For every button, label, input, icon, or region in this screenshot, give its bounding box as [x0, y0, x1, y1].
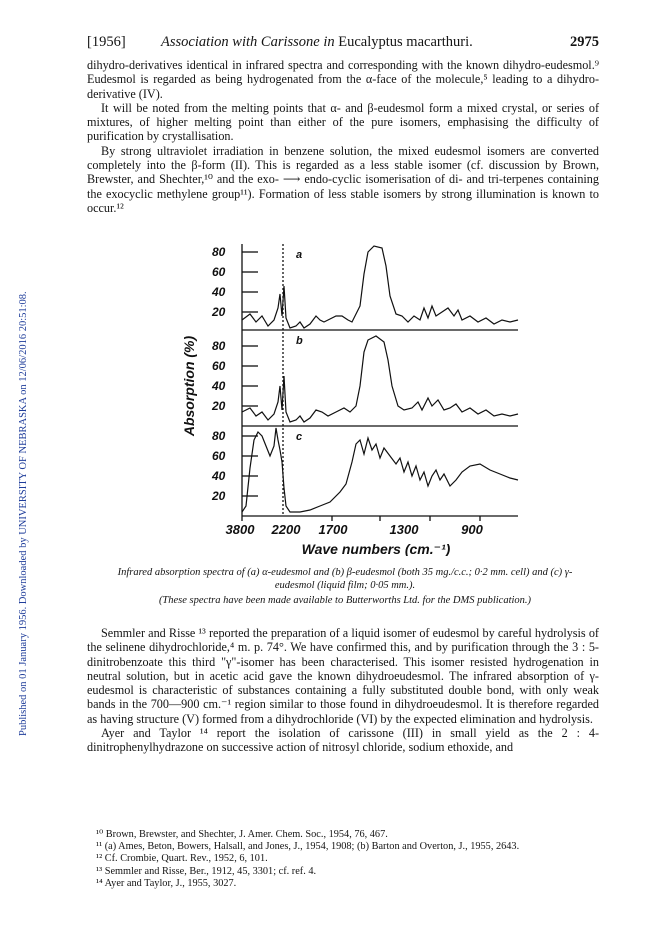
y-tick: 20 — [212, 305, 226, 319]
reference-item: ¹¹ (a) Ames, Beton, Bowers, Halsall, and Jones, J., 1954, 1908; (b) Barton and Overton, J., 1955, 2643. — [96, 841, 520, 853]
header-title-plain: Eucalyptus macarthuri. — [338, 34, 473, 50]
reference-item: ¹² Cf. Crombie, Quart. Rev., 1952, 6, 101. — [96, 853, 268, 865]
panel-label-b: b — [296, 335, 303, 347]
running-header — [87, 34, 599, 52]
y-tick: 40 — [212, 379, 226, 393]
page-number: 2975 — [570, 34, 599, 50]
reference-item: ¹⁴ Ayer and Taylor, J., 1955, 3027. — [96, 877, 237, 889]
download-notice — [6, 120, 29, 740]
y-tick: 80 — [212, 339, 226, 353]
paragraph: It will be noted from the melting points that α- and β-eudesmol form a mixed crystal, or series of mixtures, of higher melting point than either of the pure isomers, emphasising the difficulty of purification by crystallisation. — [87, 100, 599, 144]
paragraph: By strong ultraviolet irradiation in benzene solution, the mixed eudesmol isomers are converted completely into the β-form (II). This is regarded as a less stable isomer (cf. discussion by Brown, Brewster, and Shechter,¹⁰ and the exo- ⟶ endo-cyclic isomerisation of di- and tri-terpenes containing the exocyclic methylene group¹¹). Formation of less stable isomers by strong illumination is known to occur.¹² — [87, 143, 599, 215]
y-tick-labels — [211, 245, 226, 503]
panel-label-a: a — [296, 249, 303, 261]
ir-spectra-plot — [150, 236, 550, 556]
paragraph: Ayer and Taylor ¹⁴ report the isolation of carissone (III) in small yield as the 2 : 4-dinitrophenylhydrazone on successive action of nitrosyl chloride, sodium ethoxide, and — [87, 726, 599, 755]
y-tick: 80 — [212, 245, 226, 259]
y-tick: 20 — [212, 399, 226, 413]
y-tick: 40 — [212, 469, 226, 483]
panel-label-c: c — [296, 431, 303, 443]
x-axis-label: Wave numbers (cm.⁻¹) — [301, 541, 451, 556]
y-tick: 60 — [212, 265, 226, 279]
spectrum-a — [242, 246, 518, 328]
ir-spectra-figure — [150, 236, 550, 556]
footnote-references — [96, 829, 599, 890]
y-tick: 40 — [212, 285, 226, 299]
panel-labels — [296, 249, 303, 443]
x-tick: 2200 — [271, 522, 301, 537]
header-year: [1956] — [87, 34, 126, 50]
y-tick: 80 — [212, 429, 226, 443]
x-tick: 3800 — [225, 522, 255, 537]
x-tick-labels — [226, 522, 484, 537]
header-title — [161, 34, 473, 51]
figure-caption-note: (These spectra have been made available to Butterworths Ltd. for the DMS publication.) — [158, 595, 532, 606]
y-tick: 20 — [212, 489, 226, 503]
header-title-italic: Association with Carissone in — [161, 34, 335, 50]
x-tick: 1300 — [389, 522, 419, 537]
y-axis-label: Absorption (%) — [181, 335, 197, 437]
x-tick: 1700 — [318, 522, 348, 537]
y-tick: 60 — [212, 449, 226, 463]
paragraph: Semmler and Risse ¹³ reported the preparation of a liquid isomer of eudesmol by careful hydrolysis of the selinene dihydrochloride,⁴ m. p. 74°. We have confirmed this, and by purification through the 3 : 5-dinitrobenzoate this third "γ"-isomer has been characterised. This isomer resisted hydrogenation in neutral solution, but in acetic acid gave the known dihydroeudesmol. The infrared absorption of γ-eudesmol is characteristic of substances containing a fully substituted double bond, with only weak bands in the 700—900 cm.⁻¹ region similar to those found in dihydroeudesmol. It is therefore regarded as having structure (V) formed from a dihydrochloride (VI) by the expected elimination and hydrolysis. — [87, 626, 599, 726]
reference-item: ¹³ Semmler and Risse, Ber., 1912, 45, 3301; cf. ref. 4. — [96, 865, 317, 877]
body-text-lower — [87, 626, 599, 755]
x-tick: 900 — [461, 522, 483, 537]
y-tick: 60 — [212, 359, 226, 373]
download-notice-text: Published on 01 January 1956. Downloaded by UNIVERSITY OF NEBRASKA on 12/06/2016 20:51:08. — [18, 291, 29, 736]
paragraph: dihydro-derivatives identical in infrared spectra and corresponding with the known dihydro-eudesmol.⁹ Eudesmol is regarded as being hydrogenated from the α-face of the molecule,⁵ leading to a dihydro-derivative (IV). — [87, 58, 599, 101]
body-text-upper — [87, 58, 599, 215]
figure-caption: Infrared absorption spectra of (a) α-eudesmol and (b) β-eudesmol (both 35 mg./c.c.; 0·2 mm. cell) and (c) γ-eudesmol (liquid film; 0·05 mm.). — [117, 567, 573, 591]
reference-item: ¹⁰ Brown, Brewster, and Shechter, J. Amer. Chem. Soc., 1954, 76, 467. — [96, 829, 388, 840]
